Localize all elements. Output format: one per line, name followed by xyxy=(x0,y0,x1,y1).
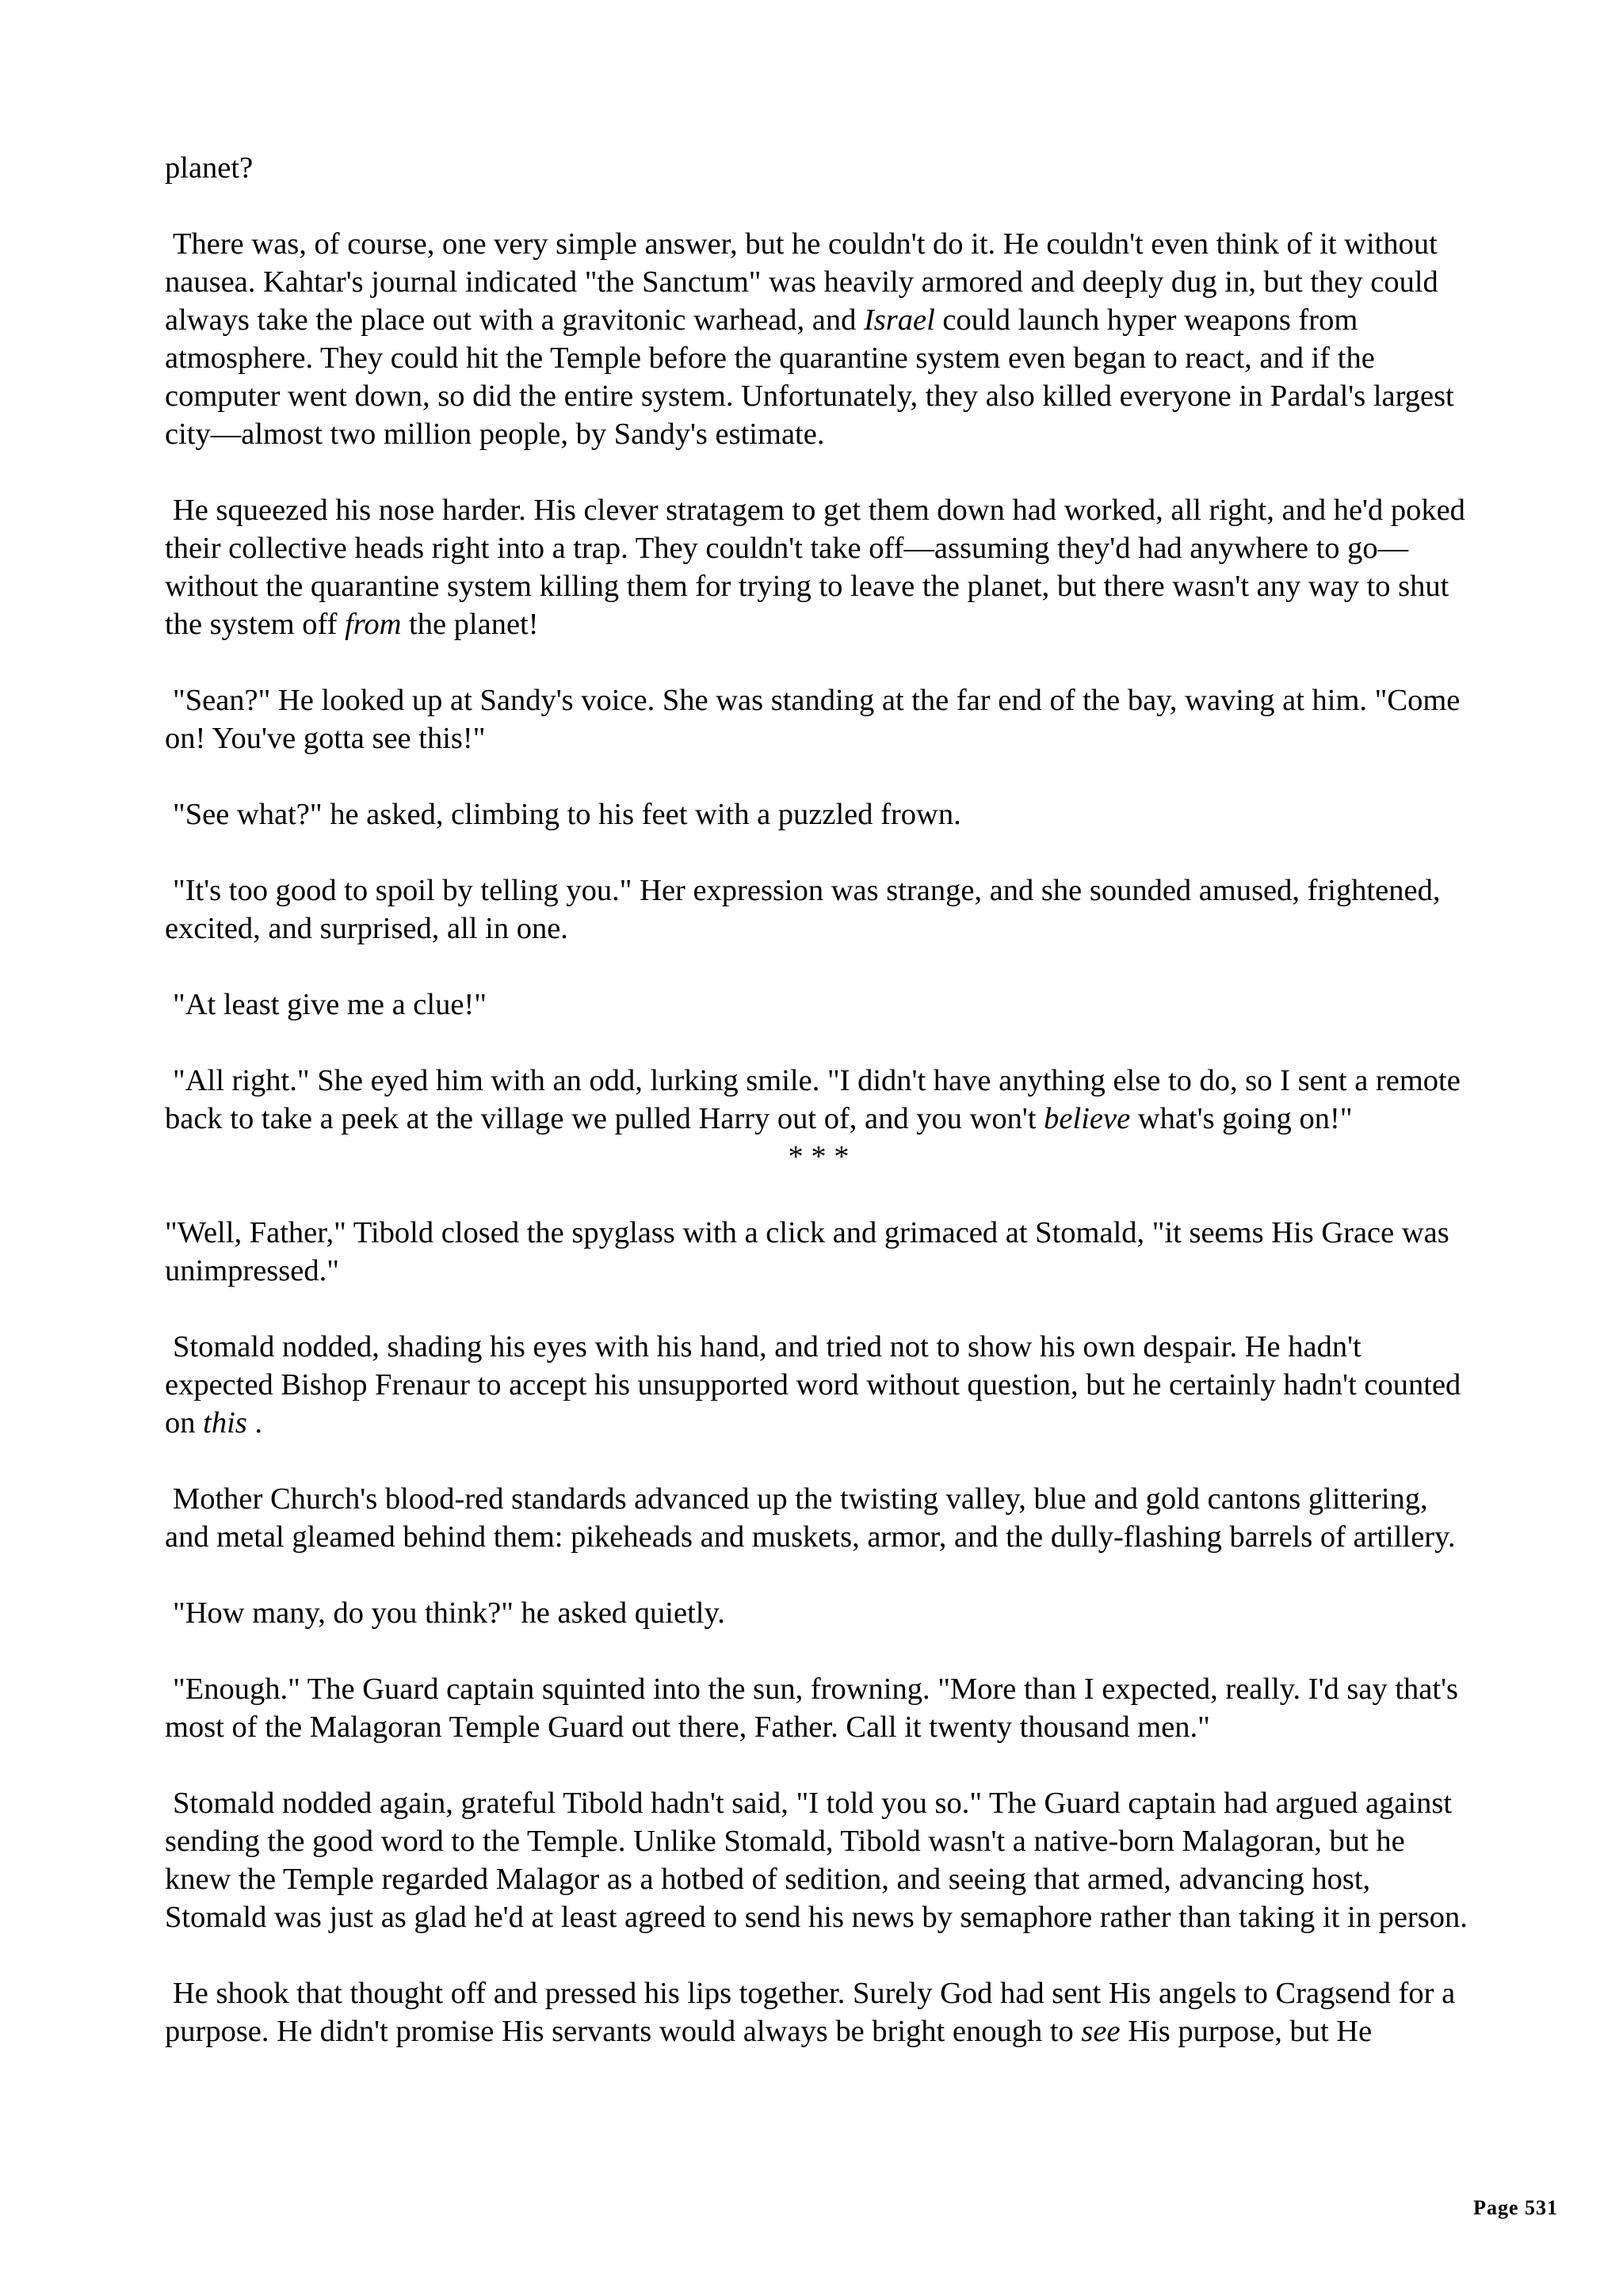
paragraph-1 xyxy=(165,225,1472,453)
paragraph-10 xyxy=(165,1480,1472,1556)
paragraph-3 xyxy=(165,681,1472,757)
emphasis-text: this xyxy=(203,1406,247,1440)
emphasis-text: see xyxy=(1081,2015,1121,2048)
paragraph-text: He squeezed his nose harder. His clever stratagem to get them down had worked, all right, and he'd poked their collective heads right into a trap. They couldn't take off—assuming they'd had anywhere to go—without the quarantine system killing them for trying to leave the planet, but there wasn't any way to shut the system off xyxy=(165,494,1465,641)
scene-separator: * * * xyxy=(788,1140,850,1173)
paragraph-4 xyxy=(165,795,1472,833)
paragraph-0 xyxy=(165,149,1472,187)
paragraph-text: He shook that thought off and pressed his lips together. Surely God had sent His angels to Cragsend for a purpose. He didn't promise His servants would always be bright enough to xyxy=(165,1977,1456,2048)
paragraph-6 xyxy=(165,986,1472,1024)
paragraph-text: "See what?" he asked, climbing to his feet with a puzzled frown. xyxy=(173,798,961,831)
paragraph-14 xyxy=(165,1974,1472,2050)
paragraph-text: There was, of course, one very simple answer, but he couldn't do it. He couldn't even think of it without nausea. Kahtar's journal indicated "the Sanctum" was heavily armored and deeply dug in, but they could always take the place out with a gravitonic warhead, and xyxy=(165,227,1438,337)
paragraph-text: could launch hyper weapons from atmosphere. They could hit the Temple before the quarantine system even began to react, and if the computer went down, so did the entire system. Unfortunately, they also killed everyone in Pardal's largest city—almost two million people, by Sandy's estimate. xyxy=(165,303,1454,451)
emphasis-text: believe xyxy=(1044,1102,1131,1135)
paragraph-9 xyxy=(165,1328,1472,1442)
document-body xyxy=(165,149,1472,2050)
paragraph-text: the planet! xyxy=(401,608,539,641)
paragraph-text: planet? xyxy=(165,151,254,185)
paragraph-text: "Sean?" He looked up at Sandy's voice. She was standing at the far end of the bay, waving at him. "Come on! You've gotta see this!" xyxy=(165,684,1461,755)
paragraph-5 xyxy=(165,871,1472,948)
paragraph-8 xyxy=(165,1214,1472,1290)
emphasis-text: Israel xyxy=(863,303,935,337)
paragraph-text: "Enough." The Guard captain squinted into the sun, frowning. "More than I expected, really. I'd say that's most of the Malagoran Temple Guard out there, Father. Call it twenty thousand men." xyxy=(165,1672,1459,1744)
paragraph-2 xyxy=(165,491,1472,643)
paragraph-text: "All right." She eyed him with an odd, lurking smile. "I didn't have anything else to do, so I sent a remote back to take a peek at the village we pulled Harry out of, and you won't xyxy=(165,1064,1461,1135)
emphasis-text: from xyxy=(345,608,402,641)
paragraph-text: His purpose, but He xyxy=(1120,2015,1373,2048)
paragraph-text: Stomald nodded again, grateful Tibold hadn't said, "I told you so." The Guard captain had argued against sending the good word to the Temple. Unlike Stomald, Tibold wasn't a native-born Malagoran, but he knew the Temple regarded Malagor as a hotbed of sedition, and seeing that armed, advancing host, Stomald was just as glad he'd at least agreed to send his news by semaphore rather than taking it in person. xyxy=(165,1787,1468,1934)
paragraph-7 xyxy=(165,1062,1472,1138)
paragraph-13 xyxy=(165,1784,1472,1936)
page-number: Page 531 xyxy=(1473,2196,1558,2219)
paragraph-text: "How many, do you think?" he asked quietly. xyxy=(173,1596,725,1630)
paragraph-text: "At least give me a clue!" xyxy=(173,988,487,1021)
paragraph-12 xyxy=(165,1670,1472,1746)
paragraph-text: Mother Church's blood-red standards advanced up the twisting valley, blue and gold cantons glittering, and metal gleamed behind them: pikeheads and muskets, armor, and the dully-flashing barrels of artillery. xyxy=(165,1482,1456,1554)
paragraph-text: Stomald nodded, shading his eyes with his hand, and tried not to show his own despair. He hadn't expected Bishop Frenaur to accept his unsupported word without question, but he certainly hadn't counted on xyxy=(165,1330,1461,1440)
paragraph-text: "Well, Father," Tibold closed the spyglass with a click and grimaced at Stomald, "it seems His Grace was unimpressed." xyxy=(165,1216,1449,1287)
paragraph-text: what's going on!" xyxy=(1130,1102,1353,1135)
paragraph-11 xyxy=(165,1594,1472,1632)
paragraph-text: "It's too good to spoil by telling you." Her expression was strange, and she sounded amused, frightened, excited, and surprised, all in one. xyxy=(165,874,1441,945)
paragraph-text: . xyxy=(246,1406,263,1440)
